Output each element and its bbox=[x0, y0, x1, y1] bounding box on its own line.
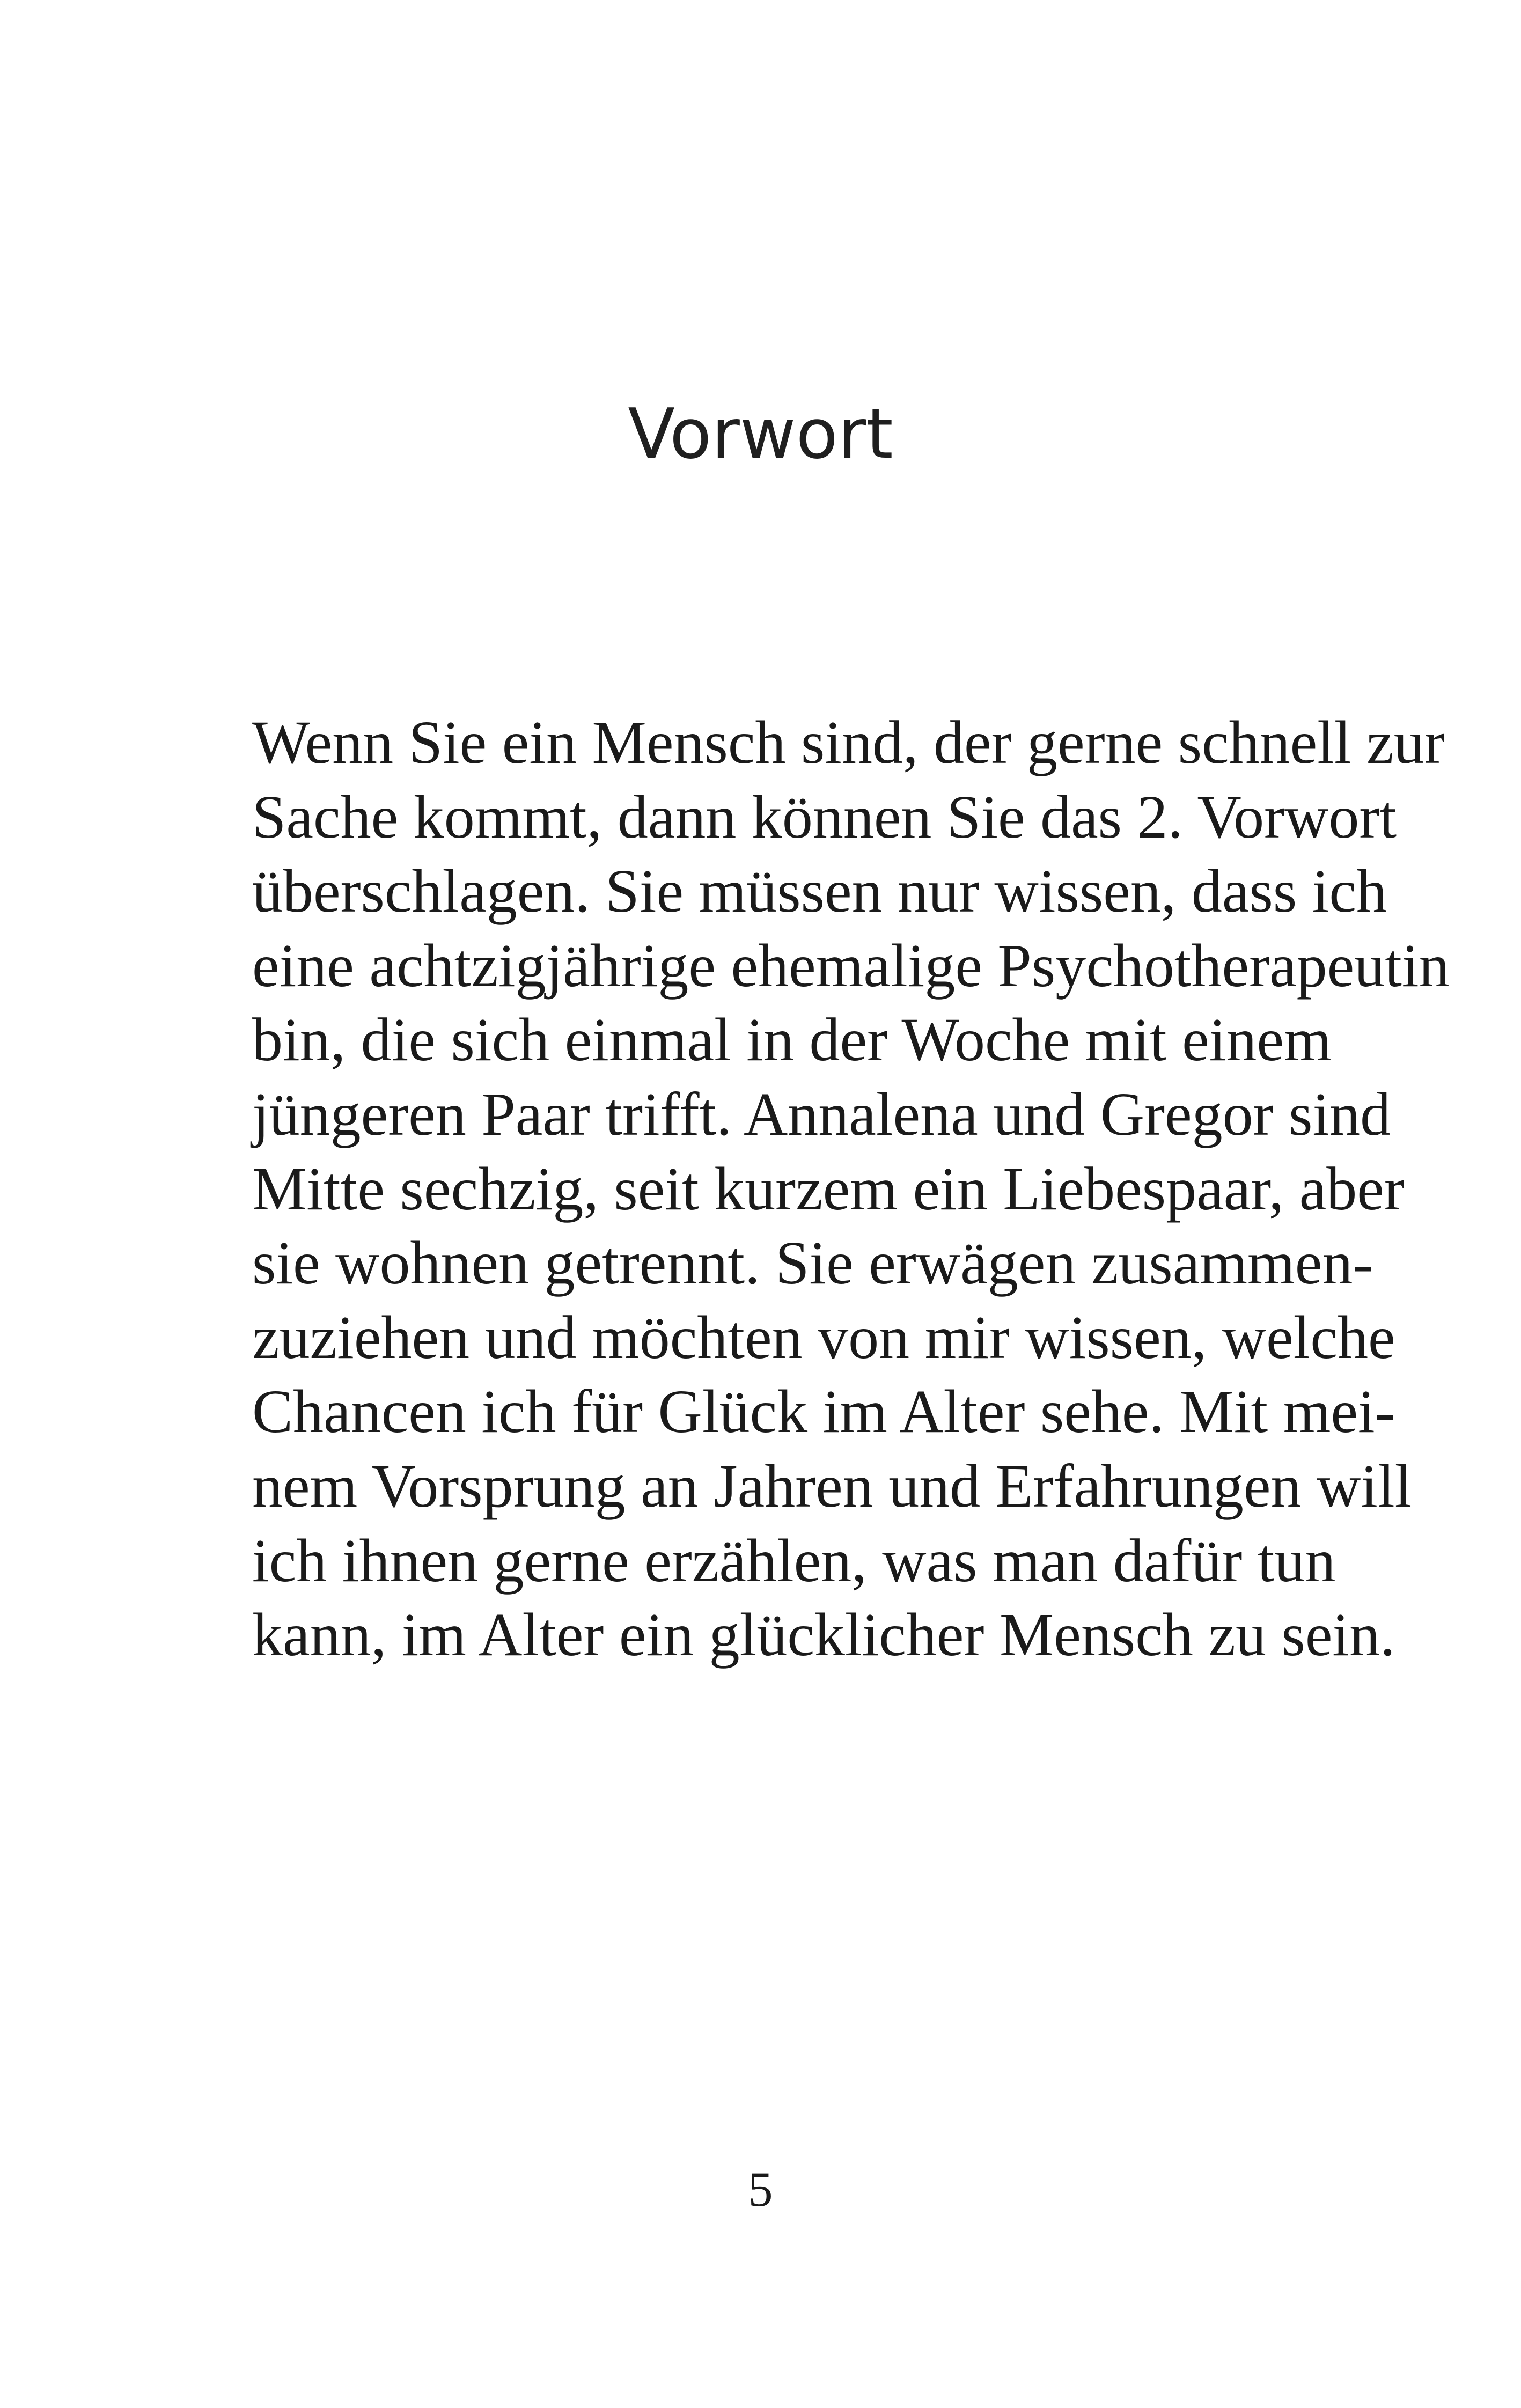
paragraph-line: nem Vorsprung an Jahren und Erfahrungen will bbox=[252, 1451, 1412, 1520]
paragraph-line: bin, die sich einmal in der Woche mit einem bbox=[252, 1005, 1332, 1074]
paragraph-line: Sache kommt, dann können Sie das 2. Vorwort bbox=[252, 782, 1397, 851]
page-number: 5 bbox=[748, 2162, 773, 2216]
chapter-heading: Vorwort bbox=[628, 394, 893, 474]
paragraph-line: Wenn Sie ein Mensch sind, der gerne schnell zur bbox=[252, 708, 1445, 776]
paragraph-line: jüngeren Paar trifft. Annalena und Gregor sind bbox=[252, 1080, 1391, 1148]
paragraph-line: Chancen ich für Glück im Alter sehe. Mit mei- bbox=[252, 1377, 1395, 1446]
paragraph-line: kann, im Alter ein glücklicher Mensch zu sein. bbox=[252, 1601, 1395, 1669]
paragraph-line: eine achtzigjährige ehemalige Psychotherapeutin bbox=[252, 931, 1450, 1000]
paragraph-line: sie wohnen getrennt. Sie erwägen zusammen- bbox=[252, 1229, 1373, 1297]
paragraph-line: Mitte sechzig, seit kurzem ein Liebespaar, aber bbox=[252, 1154, 1405, 1223]
body-paragraph bbox=[252, 706, 1450, 1672]
paragraph-line: ich ihnen gerne erzählen, was man dafür tun bbox=[252, 1526, 1336, 1595]
paragraph-line: überschlagen. Sie müssen nur wissen, dass ich bbox=[252, 857, 1387, 926]
paragraph-line: zuziehen und möchten von mir wissen, welche bbox=[252, 1303, 1395, 1371]
